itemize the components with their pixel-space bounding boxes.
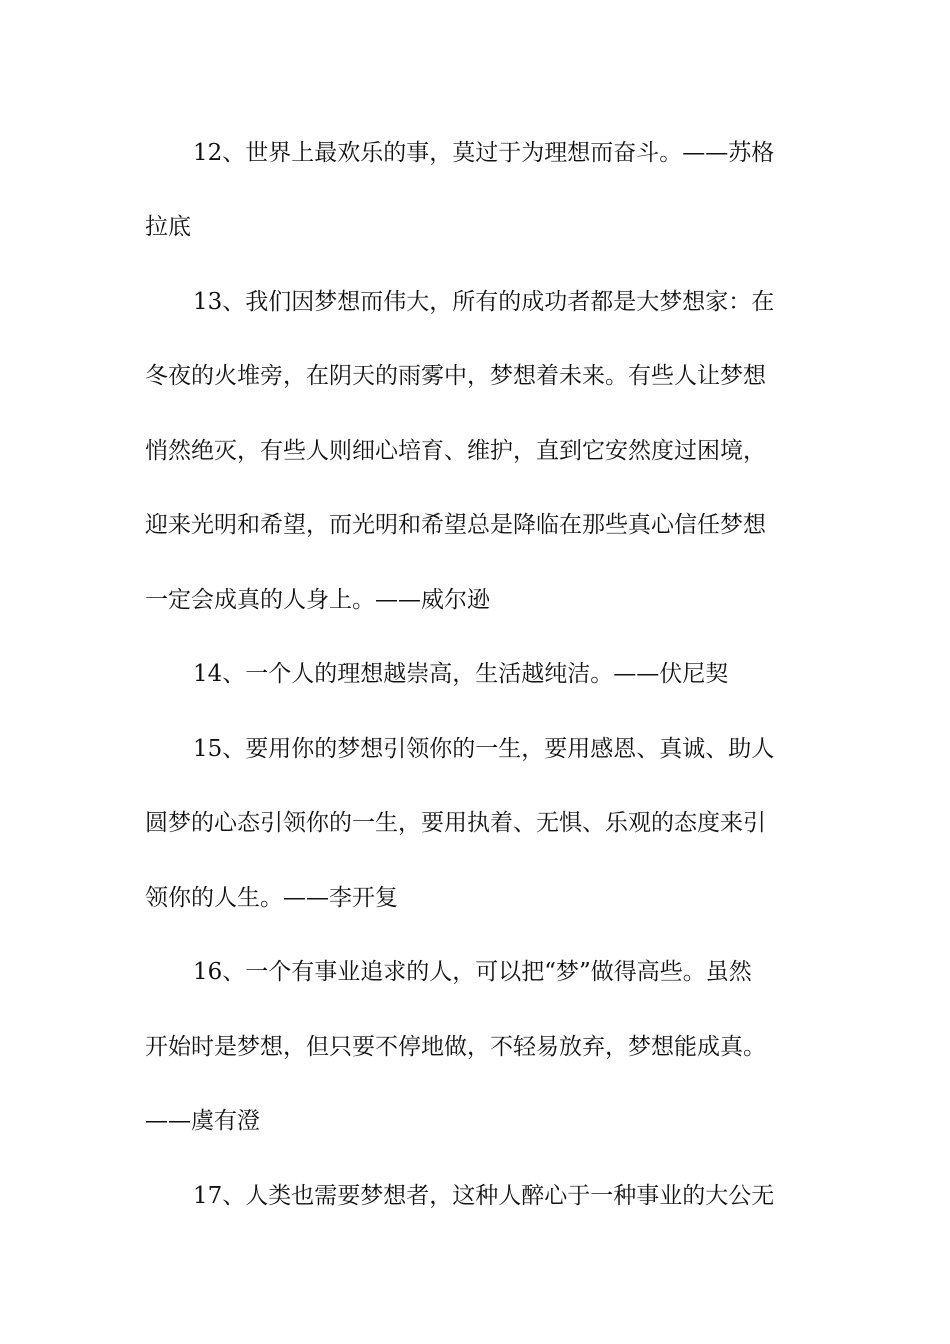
quote-13-line-2: 冬夜的火堆旁，在阴天的雨雾中，梦想着未来。有些人让梦想 (145, 363, 766, 389)
quote-17-line-1: 17、人类也需要梦想者，这种人醉心于一种事业的大公无 (193, 1183, 775, 1209)
quote-16-line-2: 开始时是梦想，但只要不停地做，不轻易放弃，梦想能成真。 (145, 1034, 766, 1060)
quote-13-line-3: 悄然绝灭，有些人则细心培育、维护，直到它安然度过困境， (145, 438, 766, 464)
quote-12-line-1: 12、世界上最欢乐的事，莫过于为理想而奋斗。——苏格 (193, 140, 775, 166)
quote-14-line-1: 14、一个人的理想越崇高，生活越纯洁。——伏尼契 (193, 661, 729, 687)
quote-16-line-1: 16、一个有事业追求的人，可以把“梦”做得高些。虽然 (193, 959, 752, 985)
quote-15-line-1: 15、要用你的梦想引领你的一生，要用感恩、真诚、助人 (193, 736, 775, 762)
quote-13-line-1: 13、我们因梦想而伟大，所有的成功者都是大梦想家：在 (193, 289, 775, 315)
quote-15-line-3: 领你的人生。——李开复 (145, 885, 398, 911)
quote-15-line-2: 圆梦的心态引领你的一生，要用执着、无惧、乐观的态度来引 (145, 810, 766, 836)
quote-13-line-4: 迎来光明和希望，而光明和希望总是降临在那些真心信任梦想 (145, 512, 766, 538)
quote-13-line-5: 一定会成真的人身上。——威尔逊 (145, 587, 490, 613)
quote-16-line-3: ——虞有澄 (145, 1108, 260, 1134)
quote-12-line-2: 拉底 (145, 214, 191, 240)
